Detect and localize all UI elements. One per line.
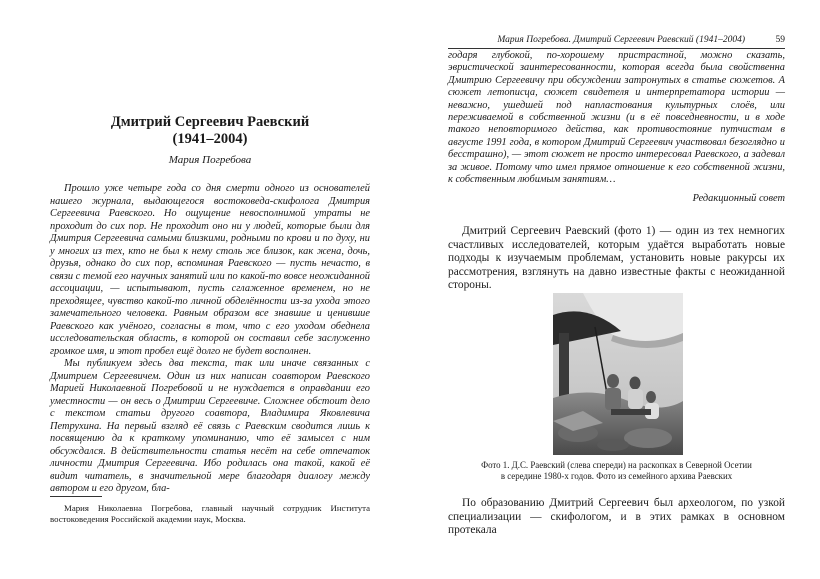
running-title: Мария Погребова. Дмитрий Сергеевич Раевский (1941–2004) [497,35,745,45]
page-number: 59 [775,35,785,45]
article-author: Мария Погребова [168,154,252,166]
article-title [50,114,370,148]
bottom-paragraph: По образованию Дмитрий Сергеевич был археологом, по узкой специализации — скифологом, и в этих рамках в основном протекала [448,497,785,537]
author-footnote [50,503,370,525]
excavation-photo [553,293,683,455]
caption-line: Фото 1. Д.С. Раевский (слева спереди) на раскопках в Северной Осетии [481,460,752,470]
main-paragraph: Дмитрий Сергеевич Раевский (фото 1) — один из тех немногих счастливых исследователей, которым удаётся выработать новые подходы к изучаемым проблемам, установить новые ракурсы их рассмотрения, взглянуть на давно известные факты с неожиданной стороны. [448,225,785,292]
caption-line: в середине 1980-х годов. Фото из семейного архива Раевских [500,471,733,481]
editorial-intro [50,183,370,496]
intro-continuation: годаря глубокой, по-хорошему пристрастной, можно сказать, эвристической заинтересованности, которая всегда была свойственна Дмитрию Сергеевичу при обсуждении затронутых в статье сюжетов. А сюжет летописца, сюжет свидетеля и интерпретатора истории — неважно, ушедшей под напластования культурных слоёв, или переживаемой в собственной жизни (и в её повседневности, и в ходе такого неповторимого действа, как противостояние путчистам в августе 1991 года, в котором Дмитрий Сергеевич участвовал безоглядно и бесстрашно), — этот сюжет не просто интересовал Раевского, а задевал за живое. Потому что имел прямое отношение к его собственной жизни, к собственным любимым занятиям… [448,50,785,186]
intro-paragraph: Прошло уже четыре года со дня смерти одного из основателей нашего журнала, выдающегося востоковеда-скифолога Дмитрия Сергеевича Раевского. Но ощущение невосполнимой утраты не проходит до сих пор. Не проходит оно ни у людей, которые были для Дмитрия Сергеевича самыми близкими, родными по крови и по духу, ни у многих из тех, кто не был к нему столь же близок, как жена, дочь, друзья, однако до сих пор, вспоминая Раевского — пусть нечасто, в связи с темой его научных занятий или по какой-то вовсе неожиданной ассоциации, — испытывают, пусть сглаженное временем, но не преходящее, чувство какой-то личной обделённости из-за ухода этого замечательного человека. Равным образом все знавшие и ценившие Раевского как учёного, согласны в том, что с его уходом обеднела исследовательская область, в которой он составил себе заслуженно громкое имя, и этот пробел ещё долго не будет восполнен. [50,183,370,357]
intro-paragraph: Мы публикуем здесь два текста, так или иначе связанных с Дмитрием Сергеевичем. Один из них написан соавтором Раевского Марией Николаевной Погребовой и не нуждается в оправдании его уместности — он весь о Дмитрии Сергеевиче. Сложнее обстоит дело с текстом статьи другого соавтора, Владимира Яковлевича Петрухина. На первый взгляд её связь с Раевским сводится лишь к посвящению да к краткому упоминанию, что её замысел с ним обсуждался. В действительности статья несёт на себе отпечаток личности Дмитрия Сергеевича. Ибо родилась она такой, какой её видит читатель, в значительной мере благодаря диалогу между автором и его другом, бла- [50,358,370,494]
right-page [410,0,820,579]
title-dates: (1941–2004) [172,131,248,147]
photo-caption [448,460,785,482]
editorial-signature: Редакционный совет [692,193,785,204]
footnote-divider [50,496,102,497]
footnote-text: Мария Николаевна Погребова, главный научный сотрудник Института востоковедения Российской академии наук, Москва. [50,503,370,524]
title-name: Дмитрий Сергеевич Раевский [110,114,310,130]
running-header [448,33,785,49]
